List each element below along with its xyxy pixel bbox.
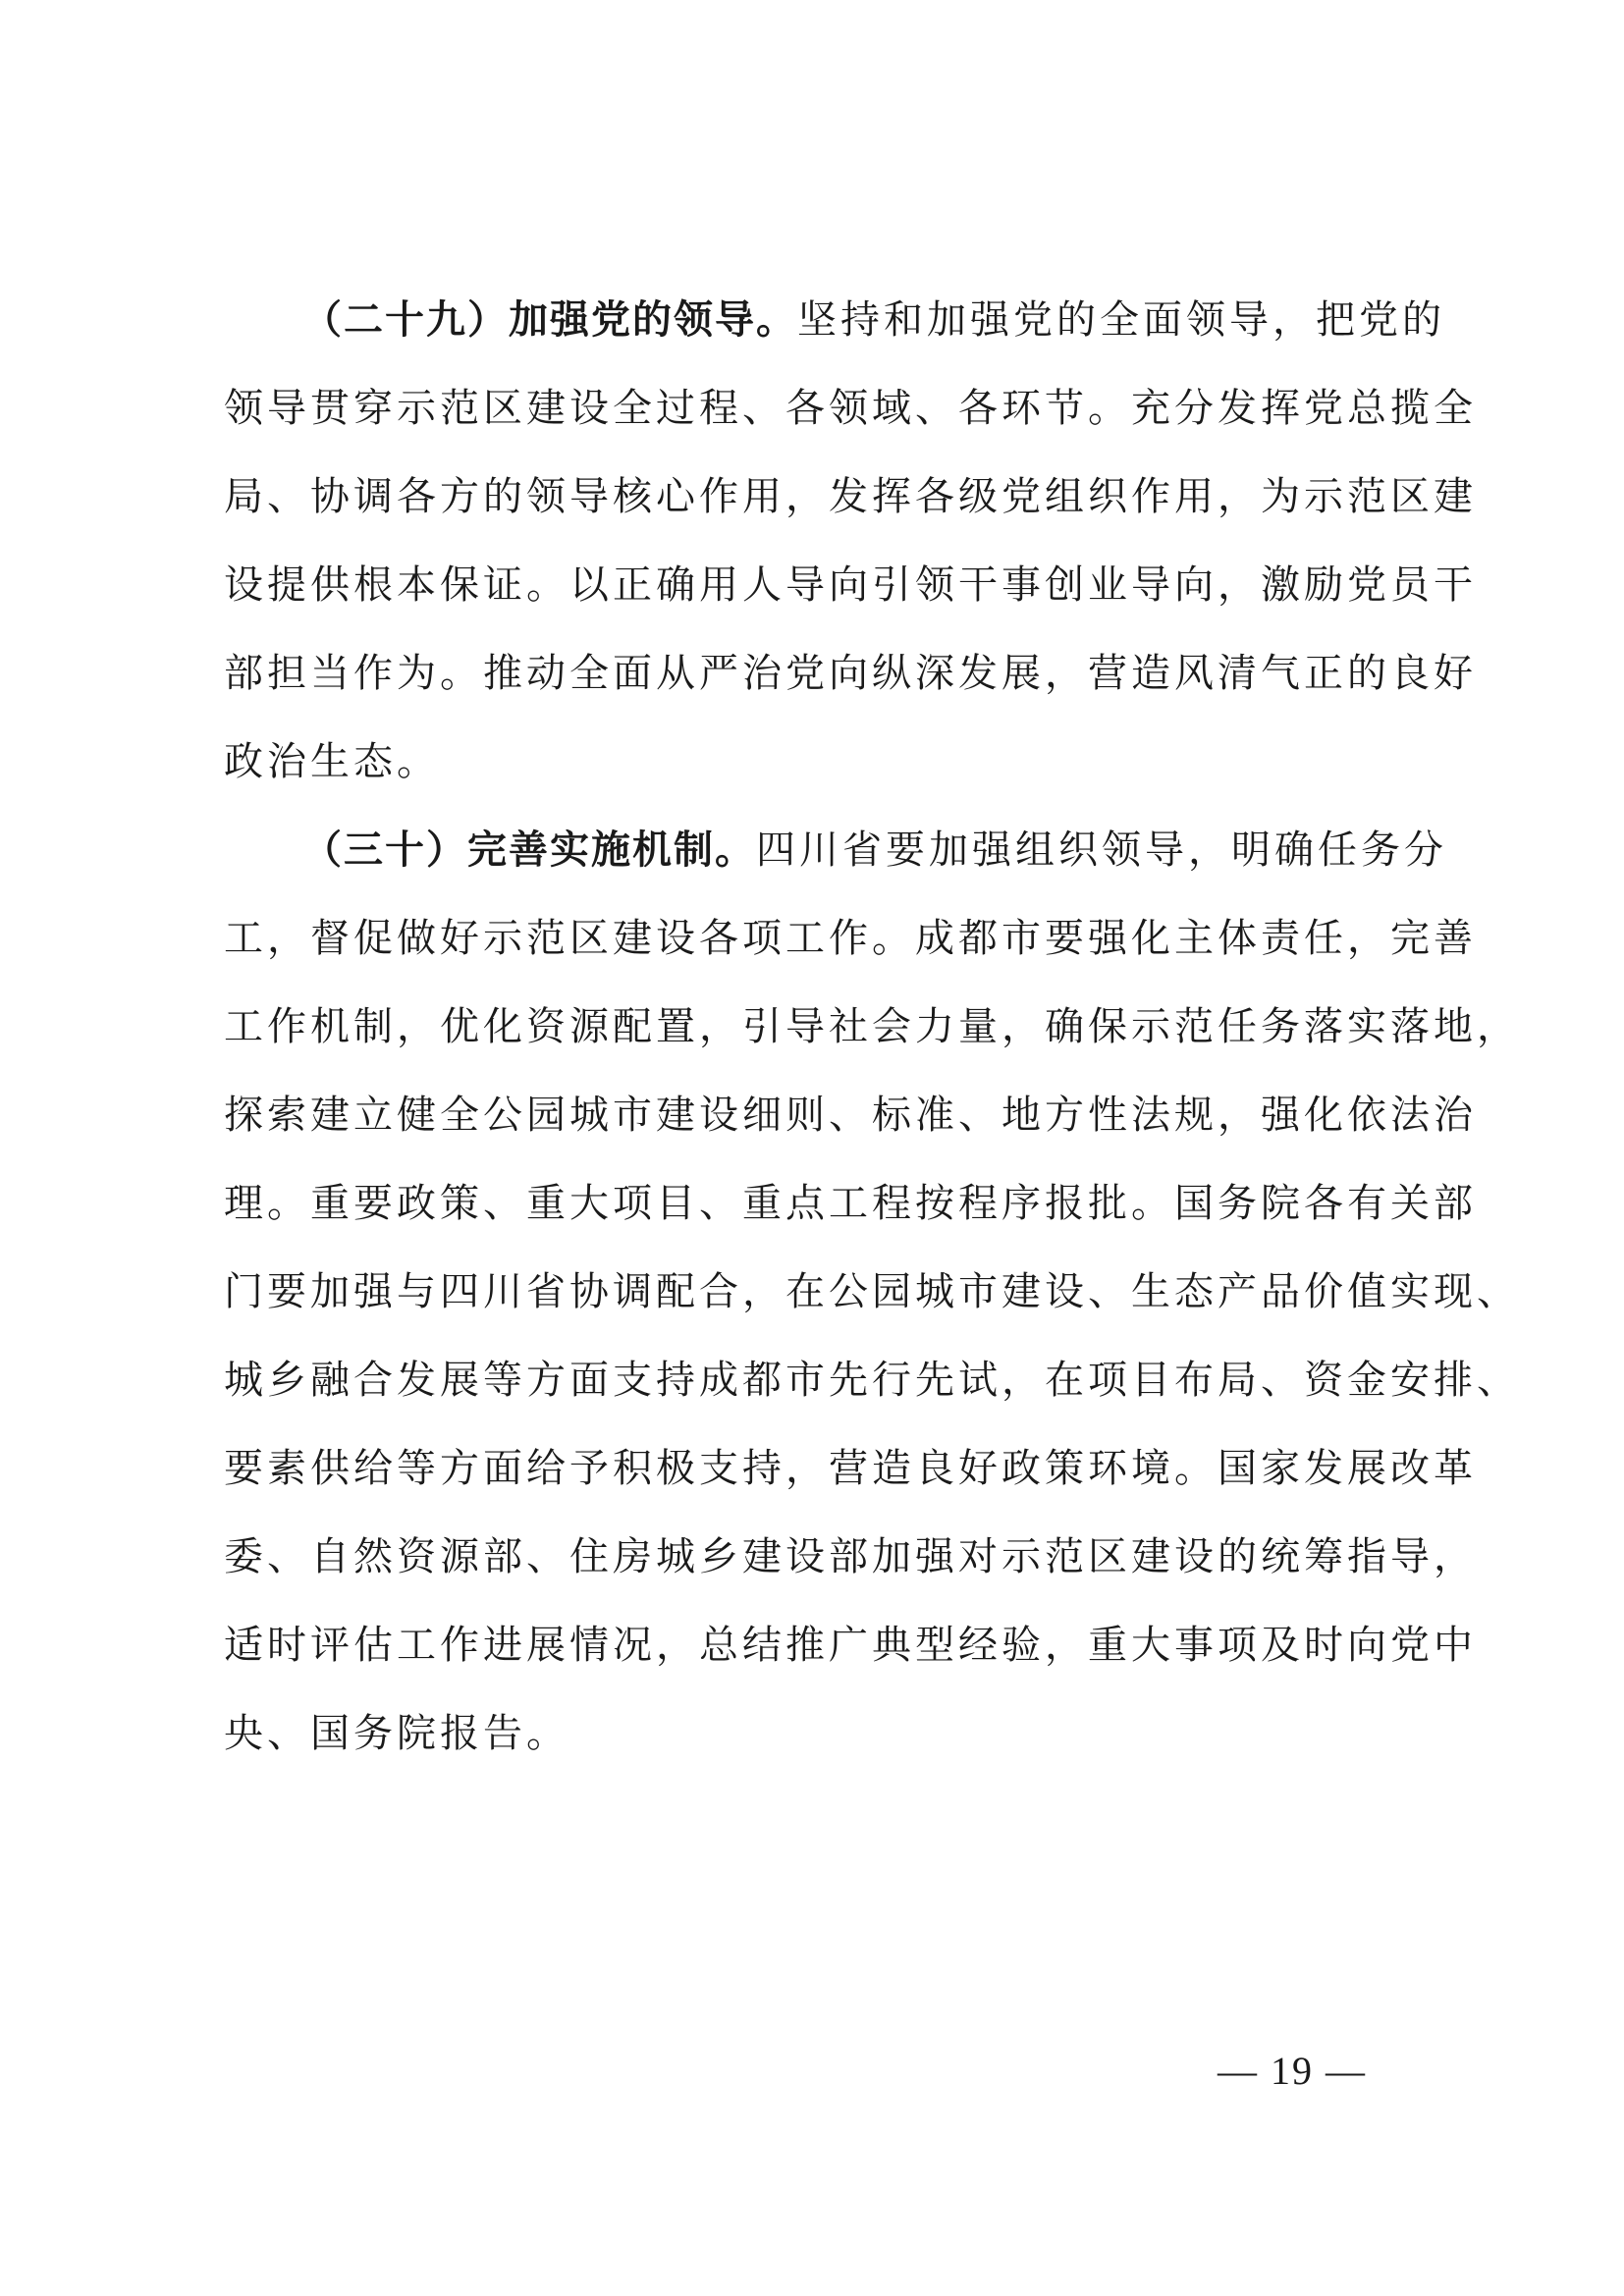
paragraph-text: 坚持和加强党的全面领导，把党的 [797,297,1445,343]
paragraph-30-line-3: 工作机制，优化资源配置，引导社会力量，确保示范任务落实落地， [224,1004,1520,1049]
section-heading-29: （二十九）加强党的领导。 [302,297,797,343]
page-number: — 19 — [1218,2049,1367,2093]
paragraph-text: 四川省要加强组织领导，明确任务分 [756,828,1447,873]
paragraph-29-line-6: 政治生态。 [224,739,440,784]
paragraph-30-line-2: 工，督促做好示范区建设各项工作。成都市要强化主体责任，完善 [224,916,1477,961]
paragraph-30-line-10: 适时评估工作进展情况，总结推广典型经验，重大事项及时向党中 [224,1623,1477,1668]
paragraph-29-line-3: 局、协调各方的领导核心作用，发挥各级党组织作用，为示范区建 [224,474,1477,519]
paragraph-30-line-9: 委、自然资源部、住房城乡建设部加强对示范区建设的统筹指导， [224,1534,1477,1579]
paragraph-29-line-1 [302,285,1481,355]
paragraph-30-line-5: 理。重要政策、重大项目、重点工程按程序报批。国务院各有关部 [224,1181,1477,1226]
paragraph-30-line-11: 央、国务院报告。 [224,1711,569,1756]
paragraph-30-line-6: 门要加强与四川省协调配合，在公园城市建设、生态产品价值实现、 [224,1269,1520,1314]
paragraph-30-line-4: 探索建立健全公园城市建设细则、标准、地方性法规，强化依法治 [224,1093,1477,1138]
paragraph-30-line-8: 要素供给等方面给予积极支持，营造良好政策环境。国家发展改革 [224,1446,1477,1491]
paragraph-29-line-4: 设提供根本保证。以正确用人导向引领干事创业导向，激励党员干 [224,562,1477,608]
paragraph-29-line-5: 部担当作为。推动全面从严治党向纵深发展，营造风清气正的良好 [224,651,1477,696]
paragraph-30-line-7: 城乡融合发展等方面支持成都市先行先试，在项目布局、资金安排、 [224,1358,1520,1403]
paragraph-29-line-2: 领导贯穿示范区建设全过程、各领域、各环节。充分发挥党总揽全 [224,386,1477,431]
paragraph-30-line-1 [302,815,1481,885]
section-heading-30: （三十）完善实施机制。 [302,828,756,873]
